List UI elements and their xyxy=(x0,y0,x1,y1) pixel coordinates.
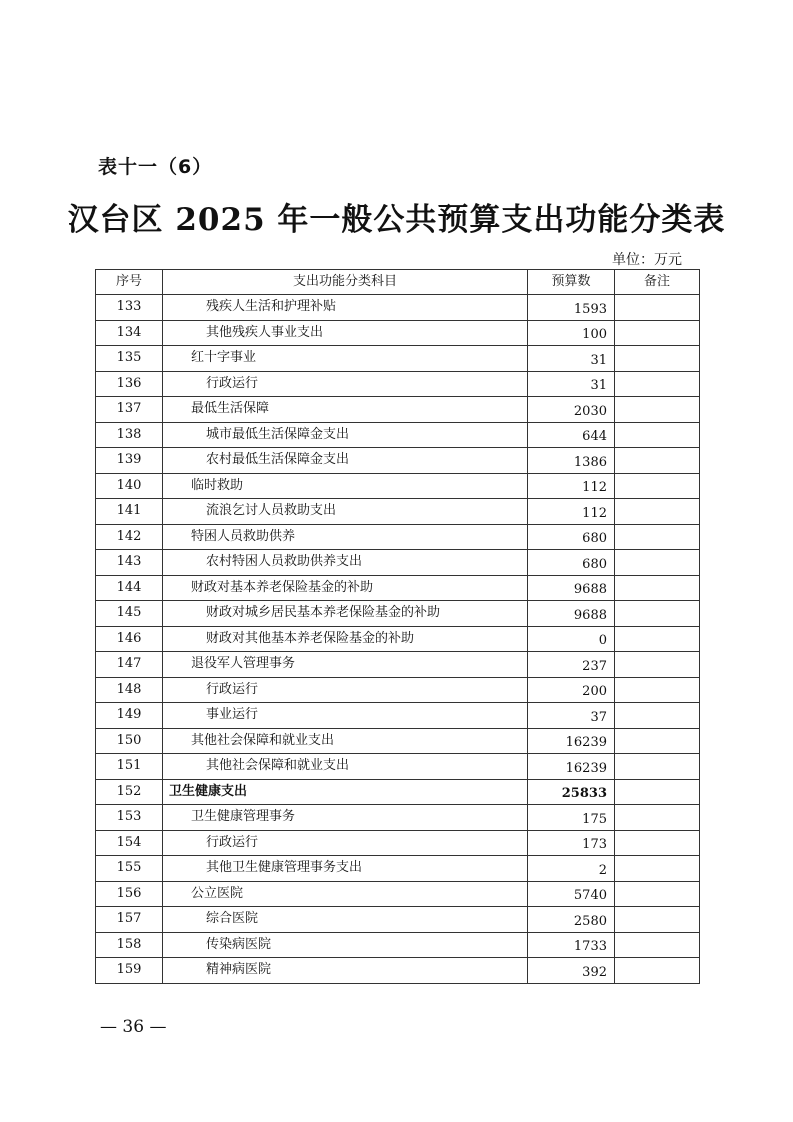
row-amount: 2 xyxy=(528,856,615,882)
row-category: 流浪乞讨人员救助支出 xyxy=(163,499,528,525)
row-note xyxy=(615,320,700,346)
table-body xyxy=(96,295,700,984)
table-row xyxy=(96,320,700,346)
header-note: 备注 xyxy=(615,270,700,295)
row-note xyxy=(615,830,700,856)
row-note xyxy=(615,703,700,729)
row-note xyxy=(615,805,700,831)
row-amount: 200 xyxy=(528,677,615,703)
table-row xyxy=(96,907,700,933)
row-category: 卫生健康支出 xyxy=(163,779,528,805)
row-seq: 158 xyxy=(96,932,163,958)
row-amount: 680 xyxy=(528,550,615,576)
row-seq: 133 xyxy=(96,295,163,321)
row-category: 公立医院 xyxy=(163,881,528,907)
row-seq: 156 xyxy=(96,881,163,907)
row-category: 精神病医院 xyxy=(163,958,528,984)
page-number: — 36 — xyxy=(100,1017,167,1037)
row-amount: 2580 xyxy=(528,907,615,933)
row-note xyxy=(615,958,700,984)
table-row xyxy=(96,626,700,652)
row-category: 红十字事业 xyxy=(163,346,528,372)
row-amount: 25833 xyxy=(528,779,615,805)
row-note xyxy=(615,728,700,754)
row-seq: 157 xyxy=(96,907,163,933)
table-row xyxy=(96,932,700,958)
row-note xyxy=(615,626,700,652)
row-seq: 150 xyxy=(96,728,163,754)
row-note xyxy=(615,524,700,550)
row-note xyxy=(615,550,700,576)
row-amount: 2030 xyxy=(528,397,615,423)
table-row xyxy=(96,958,700,984)
row-seq: 140 xyxy=(96,473,163,499)
row-seq: 148 xyxy=(96,677,163,703)
row-amount: 1386 xyxy=(528,448,615,474)
table-header-row xyxy=(96,270,700,295)
row-note xyxy=(615,881,700,907)
table-row xyxy=(96,703,700,729)
row-seq: 153 xyxy=(96,805,163,831)
row-category: 行政运行 xyxy=(163,371,528,397)
table-row xyxy=(96,448,700,474)
table-row xyxy=(96,473,700,499)
row-category: 最低生活保障 xyxy=(163,397,528,423)
row-note xyxy=(615,346,700,372)
row-amount: 112 xyxy=(528,499,615,525)
table-row xyxy=(96,779,700,805)
table-row xyxy=(96,346,700,372)
row-seq: 152 xyxy=(96,779,163,805)
row-seq: 135 xyxy=(96,346,163,372)
row-category: 城市最低生活保障金支出 xyxy=(163,422,528,448)
row-category: 其他社会保障和就业支出 xyxy=(163,728,528,754)
row-amount: 9688 xyxy=(528,575,615,601)
row-seq: 134 xyxy=(96,320,163,346)
table-row xyxy=(96,499,700,525)
row-seq: 139 xyxy=(96,448,163,474)
row-note xyxy=(615,601,700,627)
row-category: 其他社会保障和就业支出 xyxy=(163,754,528,780)
row-category: 特困人员救助供养 xyxy=(163,524,528,550)
row-amount: 392 xyxy=(528,958,615,984)
row-seq: 141 xyxy=(96,499,163,525)
row-category: 农村最低生活保障金支出 xyxy=(163,448,528,474)
row-note xyxy=(615,295,700,321)
row-category: 行政运行 xyxy=(163,830,528,856)
budget-table xyxy=(95,269,700,984)
row-amount: 1593 xyxy=(528,295,615,321)
row-category: 农村特困人员救助供养支出 xyxy=(163,550,528,576)
row-seq: 136 xyxy=(96,371,163,397)
row-seq: 142 xyxy=(96,524,163,550)
table-row xyxy=(96,652,700,678)
table-row xyxy=(96,728,700,754)
row-note xyxy=(615,422,700,448)
row-seq: 144 xyxy=(96,575,163,601)
row-amount: 9688 xyxy=(528,601,615,627)
row-seq: 147 xyxy=(96,652,163,678)
unit-label: 单位：万元 xyxy=(612,252,682,268)
row-category: 综合医院 xyxy=(163,907,528,933)
row-category: 其他卫生健康管理事务支出 xyxy=(163,856,528,882)
row-note xyxy=(615,779,700,805)
row-note xyxy=(615,575,700,601)
row-amount: 37 xyxy=(528,703,615,729)
row-amount: 100 xyxy=(528,320,615,346)
row-note xyxy=(615,856,700,882)
row-category: 行政运行 xyxy=(163,677,528,703)
row-amount: 5740 xyxy=(528,881,615,907)
row-note xyxy=(615,907,700,933)
row-seq: 155 xyxy=(96,856,163,882)
table-row xyxy=(96,422,700,448)
row-category: 传染病医院 xyxy=(163,932,528,958)
table-row xyxy=(96,805,700,831)
table-row xyxy=(96,524,700,550)
table-row xyxy=(96,754,700,780)
table-row xyxy=(96,677,700,703)
row-note xyxy=(615,754,700,780)
header-amount: 预算数 xyxy=(528,270,615,295)
table-number: 表十一（6） xyxy=(98,156,213,178)
row-amount: 680 xyxy=(528,524,615,550)
row-amount: 173 xyxy=(528,830,615,856)
row-note xyxy=(615,499,700,525)
row-amount: 237 xyxy=(528,652,615,678)
row-seq: 154 xyxy=(96,830,163,856)
table-row xyxy=(96,550,700,576)
row-seq: 151 xyxy=(96,754,163,780)
table-row xyxy=(96,601,700,627)
row-amount: 112 xyxy=(528,473,615,499)
row-category: 临时救助 xyxy=(163,473,528,499)
row-category: 卫生健康管理事务 xyxy=(163,805,528,831)
header-category: 支出功能分类科目 xyxy=(163,270,528,295)
row-amount: 16239 xyxy=(528,728,615,754)
row-amount: 16239 xyxy=(528,754,615,780)
row-category: 其他残疾人事业支出 xyxy=(163,320,528,346)
page-title: 汉台区 2025 年一般公共预算支出功能分类表 xyxy=(67,202,726,238)
table-row xyxy=(96,371,700,397)
table-row xyxy=(96,295,700,321)
row-amount: 1733 xyxy=(528,932,615,958)
row-note xyxy=(615,932,700,958)
row-amount: 0 xyxy=(528,626,615,652)
row-seq: 145 xyxy=(96,601,163,627)
row-seq: 137 xyxy=(96,397,163,423)
row-seq: 146 xyxy=(96,626,163,652)
row-category: 残疾人生活和护理补贴 xyxy=(163,295,528,321)
table-row xyxy=(96,397,700,423)
row-note xyxy=(615,652,700,678)
table-row xyxy=(96,856,700,882)
row-note xyxy=(615,473,700,499)
table-row xyxy=(96,881,700,907)
row-category: 退役军人管理事务 xyxy=(163,652,528,678)
row-amount: 644 xyxy=(528,422,615,448)
header-seq: 序号 xyxy=(96,270,163,295)
row-amount: 175 xyxy=(528,805,615,831)
row-seq: 138 xyxy=(96,422,163,448)
row-seq: 149 xyxy=(96,703,163,729)
row-seq: 159 xyxy=(96,958,163,984)
row-amount: 31 xyxy=(528,346,615,372)
table-row xyxy=(96,575,700,601)
row-category: 财政对其他基本养老保险基金的补助 xyxy=(163,626,528,652)
row-note xyxy=(615,448,700,474)
row-category: 财政对城乡居民基本养老保险基金的补助 xyxy=(163,601,528,627)
row-note xyxy=(615,371,700,397)
row-category: 事业运行 xyxy=(163,703,528,729)
row-note xyxy=(615,677,700,703)
row-amount: 31 xyxy=(528,371,615,397)
row-category: 财政对基本养老保险基金的补助 xyxy=(163,575,528,601)
row-note xyxy=(615,397,700,423)
table-row xyxy=(96,830,700,856)
row-seq: 143 xyxy=(96,550,163,576)
